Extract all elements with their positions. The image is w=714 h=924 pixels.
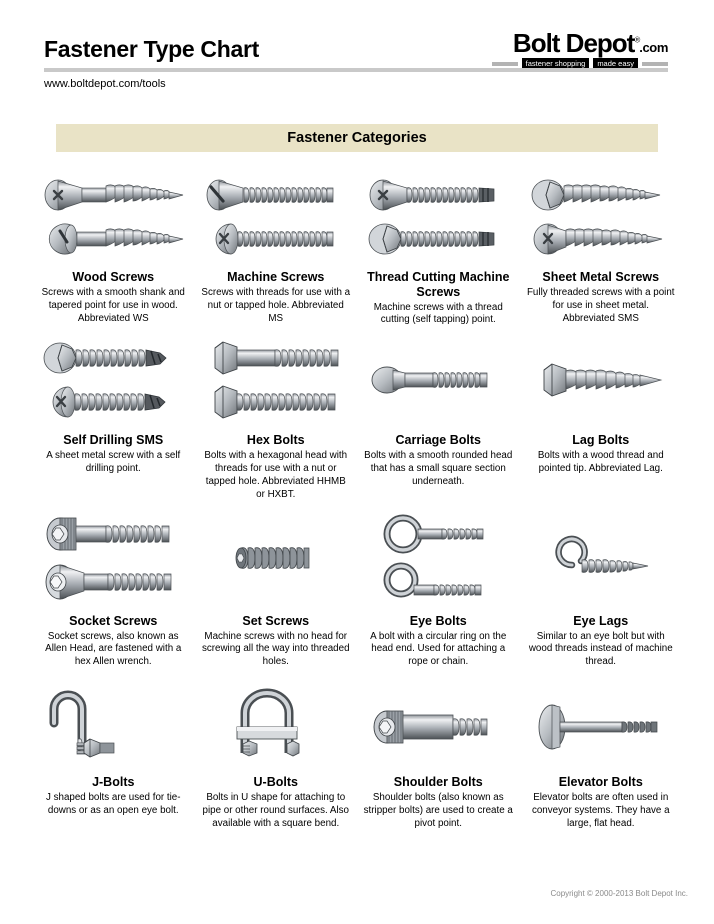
fastener-title: Elevator Bolts [558, 775, 643, 790]
fastener-description: Bolts with a wood thread and pointed tip. Abbreviated Lag. [537, 450, 664, 475]
fastener-categories-banner: Fastener Categories [56, 124, 658, 152]
fastener-cell-wood-screws [32, 168, 195, 327]
hex-bolts-illustration [201, 331, 352, 429]
fastener-cell-thread-cutting-machine-screws [357, 168, 520, 327]
fastener-description: A sheet metal screw with a self drilling point. [46, 450, 181, 475]
machine-screw-flat-slotted-icon [201, 174, 351, 216]
tagline-left-text: fastener shopping [522, 58, 590, 69]
fastener-cell-machine-screws [195, 168, 358, 327]
fastener-cell-sheet-metal-screws [520, 168, 683, 327]
u-bolts-illustration [201, 673, 352, 771]
eye-bolts-illustration [363, 506, 514, 610]
sheet-metal-oval-phillips-icon [526, 218, 676, 260]
logo-wordmark [492, 30, 668, 56]
fastener-title: U-Bolts [253, 775, 298, 790]
eye-lag-icon [526, 535, 676, 581]
fastener-description: Screws with threads for use with a nut or tapped hole. Abbreviated MS [201, 286, 351, 324]
eye-bolt-machine-thread-icon [363, 511, 513, 557]
fastener-description: Bolts with a hexagonal head with threads for use with a nut or tapped hole. Abbreviated HHMB or HXBT. [204, 450, 348, 500]
fastener-title: J-Bolts [92, 775, 135, 790]
site-url-text: www.boltdepot.com/tools [44, 78, 166, 90]
fastener-description: Bolts with a smooth rounded head that has a small square section underneath. [364, 450, 513, 487]
fastener-description: Machine screws with no head for screwing all the way into threaded holes. [201, 630, 350, 668]
eye-lags-illustration [526, 506, 677, 610]
self-drilling-hex-washer-icon [38, 337, 188, 379]
fastener-title: Lag Bolts [572, 433, 630, 448]
fastener-cell-hex-bolts [195, 331, 358, 501]
flat-socket-cap-screw-icon [38, 559, 188, 605]
fastener-description: Bolts in U shape for attaching to pipe or other round surfaces. Also available with a square bend. [202, 792, 349, 829]
thread-cutting-flat-phillips-icon [363, 174, 513, 216]
fastener-cell-eye-bolts [357, 506, 520, 670]
bolt-depot-logo [492, 30, 668, 69]
hex-bolt-partial-thread-icon [201, 337, 351, 379]
lag-bolts-illustration [526, 331, 677, 429]
fastener-title: Self Drilling SMS [63, 433, 164, 448]
elevator-bolts-illustration [526, 673, 677, 771]
wood-screws-illustration [38, 168, 189, 266]
fastener-cell-lag-bolts [520, 331, 683, 501]
fastener-cell-set-screws [195, 506, 358, 670]
tagline-left-bar [492, 62, 518, 66]
logo-dotcom-text: .com [639, 40, 668, 55]
sheet-metal-hex-washer-icon [526, 174, 676, 216]
eye-bolt-shoulder-icon [363, 559, 513, 605]
thread-cutting-machine-screws-illustration [363, 168, 514, 266]
j-bolts-illustration [38, 673, 189, 771]
shoulder-bolts-illustration [363, 673, 514, 771]
fastener-title: Carriage Bolts [395, 433, 481, 448]
fastener-title: Machine Screws [227, 270, 325, 284]
header-divider [44, 68, 668, 72]
fastener-description: J shaped bolts are used for tie-downs or as an open eye bolt. [45, 792, 181, 816]
self-drilling-sms-illustration [38, 331, 189, 429]
copyright-text: Copyright © 2000-2013 Bolt Depot Inc. [550, 889, 688, 898]
fastener-description: Socket screws, also known as Allen Head, are fastened with a hex Allen wrench. [45, 630, 182, 668]
machine-screws-illustration [201, 168, 352, 266]
fastener-title: Sheet Metal Screws [542, 270, 660, 284]
fastener-title: Wood Screws [72, 270, 155, 284]
fastener-cell-self-drilling-sms [32, 331, 195, 501]
fastener-cell-elevator-bolts [520, 673, 683, 831]
u-bolt-icon [201, 683, 351, 761]
carriage-bolts-illustration [363, 331, 514, 429]
page-header [24, 0, 690, 96]
fastener-cell-j-bolts [32, 673, 195, 831]
fastener-description: Fully threaded screws with a point for use in sheet metal. Abbreviated SMS [526, 286, 675, 324]
lag-bolt-icon [526, 352, 676, 408]
fastener-cell-carriage-bolts [357, 331, 520, 501]
socket-screws-illustration [38, 506, 189, 610]
fastener-title: Eye Lags [573, 613, 629, 628]
fastener-description: Shoulder bolts (also known as stripper bolts) are used to create a pivot point. [363, 792, 513, 829]
shoulder-bolt-icon [363, 683, 513, 761]
elevator-bolt-icon [526, 683, 676, 761]
fastener-description: Screws with a smooth shank and tapered point for use in wood. Abbreviated WS [41, 286, 185, 324]
carriage-bolt-icon [363, 352, 513, 408]
fastener-title: Shoulder Bolts [393, 775, 483, 790]
fastener-description: Similar to an eye bolt but with wood threads instead of machine thread. [528, 630, 673, 668]
fastener-cell-socket-screws [32, 506, 195, 670]
page-title: Fastener Type Chart [44, 36, 259, 62]
fastener-title: Set Screws [242, 613, 310, 628]
fastener-description: Elevator bolts are often used in conveyor systems. They have a large, flat head. [531, 792, 670, 829]
sheet-metal-screws-illustration [526, 168, 677, 266]
wood-screw-flat-phillips-icon [38, 174, 188, 216]
fastener-cell-eye-lags [520, 506, 683, 670]
fastener-grid [32, 168, 682, 831]
j-bolt-icon [38, 683, 188, 761]
set-screws-illustration [201, 506, 352, 610]
registered-trademark-icon: ® [634, 35, 640, 45]
fastener-description: Machine screws with a thread cutting (self tapping) point. [373, 301, 503, 326]
fastener-description: A bolt with a circular ring on the head end. Used for attaching a rope or chain. [370, 630, 507, 668]
set-screw-icon [201, 535, 351, 581]
hex-bolt-full-thread-icon [201, 381, 351, 423]
fastener-cell-shoulder-bolts [357, 673, 520, 831]
fastener-title: Socket Screws [69, 613, 158, 628]
fastener-title: Hex Bolts [246, 433, 305, 448]
machine-screw-pan-phillips-icon [201, 218, 351, 260]
fastener-title: Thread Cutting Machine Screws [367, 270, 510, 299]
wood-screw-round-slotted-icon [38, 218, 188, 260]
fastener-title: Eye Bolts [409, 613, 467, 628]
socket-head-cap-screw-icon [38, 511, 188, 557]
logo-main-text: Bolt Depot [512, 28, 635, 58]
thread-cutting-hex-washer-icon [363, 218, 513, 260]
fastener-cell-u-bolts [195, 673, 358, 831]
tagline-right-text: made easy [593, 58, 638, 69]
tagline-right-bar [642, 62, 668, 66]
self-drilling-pan-phillips-icon [38, 381, 188, 423]
